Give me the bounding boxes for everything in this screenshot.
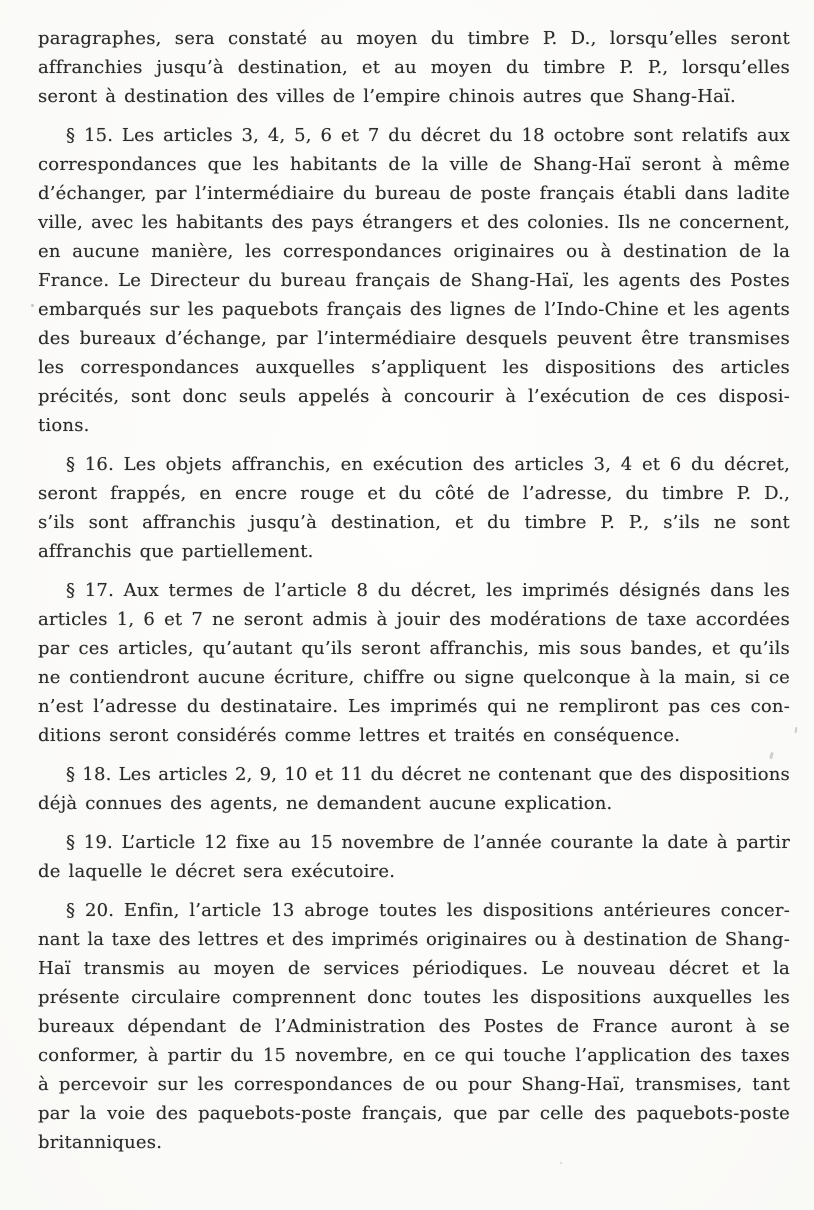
text-line: de laquelle le décret sera exécutoire. [38, 861, 396, 882]
text-line: à percevoir sur les correspondances de ou pour Shang-Haï, transmises, tant [38, 1074, 790, 1095]
scan-speck [31, 304, 34, 307]
paragraph-section-15 [38, 121, 790, 440]
paragraph-section-17 [38, 576, 790, 750]
text-line: embarqués sur les paquebots français des lignes de l’Indo-Chine et les agents [38, 299, 790, 320]
text-line: § 17. Aux termes de l’article 8 du décret, les imprimés désignés dans les [66, 580, 790, 601]
paragraph-continuation-paragraph [38, 24, 790, 111]
text-line: tions. [38, 415, 90, 436]
text-line: bureaux dépendant de l’Administration des Postes de France auront à se [38, 1016, 790, 1037]
paragraph-section-19 [38, 828, 790, 886]
text-line: en aucune manière, les correspondances originaires ou à destination de la [38, 241, 790, 262]
text-line: Haï transmis au moyen de services périodiques. Le nouveau décret et la [38, 958, 790, 979]
text-line: nant la taxe des lettres et des imprimés originaires ou à destination de Shang- [38, 929, 790, 950]
page-text [38, 24, 790, 1157]
text-line: ne contiendront aucune écriture, chiffre ou signe quelconque à la main, si ce [38, 667, 790, 688]
text-line: précités, sont donc seuls appelés à concourir à l’exécution de ces disposi- [38, 386, 790, 407]
text-line: ville, avec les habitants des pays étrangers et des colonies. Ils ne concernent, [38, 212, 790, 233]
text-line: d’échanger, par l’intermédiaire du bureau de poste français établi dans ladite [38, 183, 790, 204]
text-line: les correspondances auxquelles s’appliquent les dispositions des articles [38, 357, 790, 378]
text-line: par ces articles, qu’autant qu’ils seront affranchis, mis sous bandes, et qu’ils [38, 638, 790, 659]
text-line: déjà connues des agents, ne demandent aucune explication. [38, 793, 613, 814]
text-line: s’ils sont affranchis jusqu’à destination, et du timbre P. P., s’ils ne sont [38, 512, 790, 533]
scan-speck [794, 727, 797, 733]
text-line: France. Le Directeur du bureau français de Shang-Haï, les agents des Postes [38, 270, 790, 291]
text-line: présente circulaire comprennent donc toutes les dispositions auxquelles les [38, 987, 790, 1008]
text-line: affranchis que partiellement. [38, 541, 314, 562]
text-line: affranchies jusqu’à destination, et au moyen du timbre P. P., lorsqu’elles [38, 57, 790, 78]
text-line: correspondances que les habitants de la ville de Shang-Haï seront à même [38, 154, 790, 175]
text-line: n’est l’adresse du destinataire. Les imprimés qui ne rempliront pas ces con- [38, 696, 790, 717]
text-line: § 20. Enfin, l’article 13 abroge toutes les dispositions antérieures concer- [66, 900, 790, 921]
text-line: seront frappés, en encre rouge et du côté de l’adresse, du timbre P. D., [38, 483, 790, 504]
paragraph-section-16 [38, 450, 790, 566]
text-line: articles 1, 6 et 7 ne seront admis à jouir des modérations de taxe accordées [38, 609, 790, 630]
scan-speck [560, 1162, 562, 1164]
text-line: § 19. L’article 12 fixe au 15 novembre de l’année courante la date à partir [66, 832, 790, 853]
text-line: seront à destination des villes de l’empire chinois autres que Shang-Haï. [38, 86, 736, 107]
paragraph-section-20 [38, 896, 790, 1157]
paragraph-section-18 [38, 760, 790, 818]
text-line: des bureaux d’échange, par l’intermédiaire desquels peuvent être transmises [38, 328, 790, 349]
text-line: ditions seront considérés comme lettres et traités en conséquence. [38, 725, 681, 746]
text-line: § 16. Les objets affranchis, en exécution des articles 3, 4 et 6 du décret, [66, 454, 790, 475]
text-line: britanniques. [38, 1132, 163, 1153]
text-line: conformer, à partir du 15 novembre, en ce qui touche l’application des taxes [38, 1045, 790, 1066]
text-line: par la voie des paquebots-poste français, que par celle des paquebots-poste [38, 1103, 790, 1124]
text-line: paragraphes, sera constaté au moyen du timbre P. D., lorsqu’elles seront [38, 28, 790, 49]
text-line: § 15. Les articles 3, 4, 5, 6 et 7 du décret du 18 octobre sont relatifs aux [66, 125, 790, 146]
text-line: § 18. Les articles 2, 9, 10 et 11 du décret ne contenant que des dispositions [66, 764, 790, 785]
